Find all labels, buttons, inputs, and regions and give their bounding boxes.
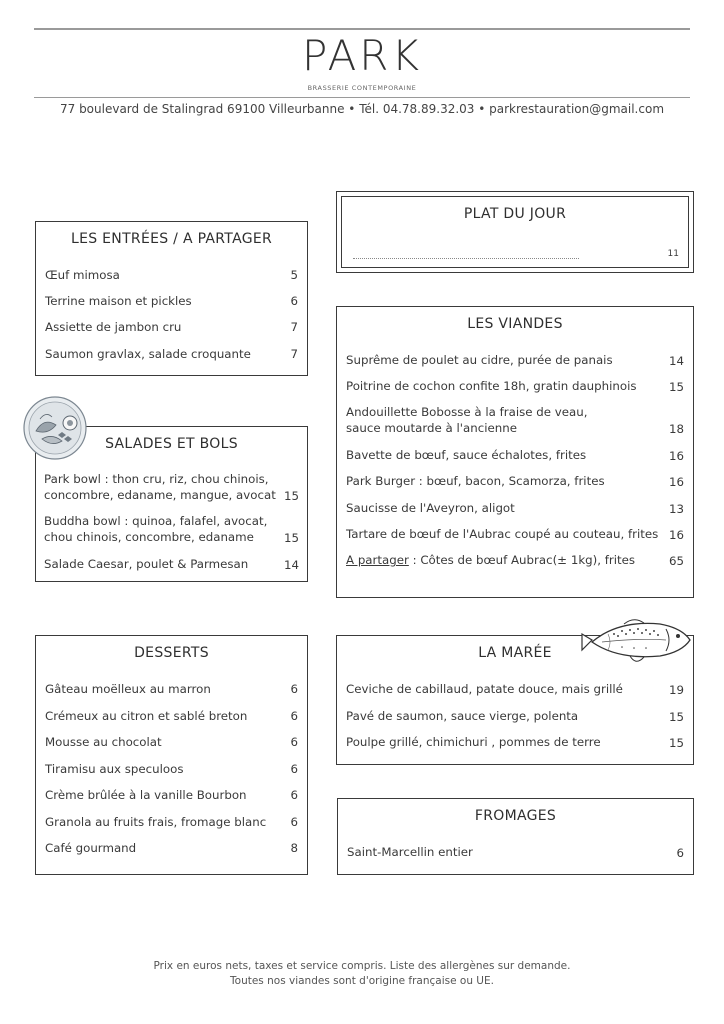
dessert-item: Gâteau moëlleux au marron [45, 682, 211, 696]
viande-price: 13 [668, 502, 684, 516]
entrees-title: LES ENTRÉES / A PARTAGER [70, 231, 273, 247]
entree-price: 7 [290, 320, 298, 334]
entrees-box [35, 221, 308, 376]
dessert-item: Tiramisu aux speculoos [45, 762, 184, 776]
maree-item: Poulpe grillé, chimichuri , pommes de terre [346, 735, 601, 749]
fish-illustration-icon [578, 614, 694, 672]
viande-price: 16 [668, 528, 684, 542]
bowl-illustration-icon [22, 395, 88, 461]
plat-du-jour-box [336, 191, 694, 273]
logo: PARK [301, 31, 423, 80]
fromage-item: Saint-Marcellin entier [347, 845, 473, 859]
viande-price: 16 [668, 449, 684, 463]
dessert-price: 6 [290, 815, 298, 829]
dessert-price: 6 [290, 788, 298, 802]
dessert-price: 6 [290, 762, 298, 776]
viande-item: Andouillette Bobosse à la fraise de veau, [346, 405, 588, 419]
logo-tagline: BRASSERIE CONTEMPORAINE [307, 84, 417, 92]
fromage-price: 6 [676, 846, 684, 860]
plat-du-jour-dotted-line [353, 258, 579, 259]
viande-item-shared [346, 552, 635, 568]
entree-price: 6 [290, 294, 298, 308]
dessert-item: Granola au fruits frais, fromage blanc [45, 815, 267, 829]
footer-note: Prix en euros nets, taxes et service compris. Liste des allergènes sur demande. [153, 960, 571, 972]
maree-price: 15 [668, 736, 684, 750]
viande-price: 16 [668, 475, 684, 489]
maree-title: LA MARÉE [478, 645, 552, 661]
a-partager-text: : Côtes de bœuf Aubrac(± 1kg), frites [408, 553, 636, 567]
desserts-title: DESSERTS [134, 645, 209, 661]
viande-item: Park Burger : bœuf, bacon, Scamorza, frites [346, 474, 605, 488]
desserts-box [35, 635, 308, 875]
salades-title: SALADES ET BOLS [105, 436, 238, 452]
header-bottom-rule [34, 97, 690, 98]
viandes-title: LES VIANDES [467, 316, 563, 332]
footer-origin: Toutes nos viandes sont d'origine française ou UE. [230, 975, 494, 987]
viande-price: 14 [668, 354, 684, 368]
entree-item: Terrine maison et pickles [45, 294, 192, 308]
dessert-price: 8 [290, 841, 298, 855]
entree-item: Saumon gravlax, salade croquante [45, 347, 251, 361]
dessert-price: 6 [290, 735, 298, 749]
salade-item: Buddha bowl : quinoa, falafel, avocat, [44, 514, 268, 528]
viande-item-cont: sauce moutarde à l'ancienne [346, 421, 517, 435]
maree-price: 19 [668, 683, 684, 697]
viande-item: Suprême de poulet au cidre, purée de panais [346, 353, 613, 367]
fromages-title: FROMAGES [474, 808, 557, 824]
dessert-item: Crémeux au citron et sablé breton [45, 709, 248, 723]
dessert-price: 6 [290, 709, 298, 723]
fromages-box [337, 798, 694, 875]
viande-item: Poitrine de cochon confite 18h, gratin dauphinois [346, 379, 637, 393]
viande-price: 15 [668, 380, 684, 394]
plat-du-jour-price: 11 [667, 249, 679, 259]
viande-item: Bavette de bœuf, sauce échalotes, frites [346, 448, 587, 462]
header-top-rule [34, 28, 690, 30]
viande-item: Tartare de bœuf de l'Aubrac coupé au couteau, frites [346, 527, 659, 541]
salade-price: 14 [283, 558, 299, 572]
viande-price: 18 [668, 422, 684, 436]
maree-item: Pavé de saumon, sauce vierge, polenta [346, 709, 579, 723]
dessert-item: Mousse au chocolat [45, 735, 162, 749]
maree-price: 15 [668, 710, 684, 724]
viandes-box [336, 306, 694, 598]
salade-item-cont: concombre, edaname, mangue, avocat [44, 488, 276, 502]
plat-du-jour-title: PLAT DU JOUR [463, 206, 567, 222]
salade-item-cont: chou chinois, concombre, edaname [44, 530, 254, 544]
salade-price: 15 [283, 531, 299, 545]
salade-price: 15 [283, 489, 299, 503]
address-line: 77 boulevard de Stalingrad 69100 Villeurbanne • Tél. 04.78.89.32.03 • parkrestauration@gmail.com [59, 102, 665, 116]
viande-price: 65 [668, 554, 684, 568]
salade-item: Salade Caesar, poulet & Parmesan [44, 557, 249, 571]
dessert-item: Café gourmand [45, 841, 137, 855]
dessert-price: 6 [290, 682, 298, 696]
entree-item: Assiette de jambon cru [45, 320, 182, 334]
entree-item: Œuf mimosa [45, 268, 120, 282]
salade-item: Park bowl : thon cru, riz, chou chinois, [44, 472, 269, 486]
dessert-item: Crème brûlée à la vanille Bourbon [45, 788, 247, 802]
entree-price: 5 [290, 268, 298, 282]
entree-price: 7 [290, 347, 298, 361]
maree-item: Ceviche de cabillaud, patate douce, mais grillé [346, 682, 623, 696]
viande-item: Saucisse de l'Aveyron, aligot [346, 501, 515, 515]
a-partager-label: A partager [346, 553, 409, 567]
